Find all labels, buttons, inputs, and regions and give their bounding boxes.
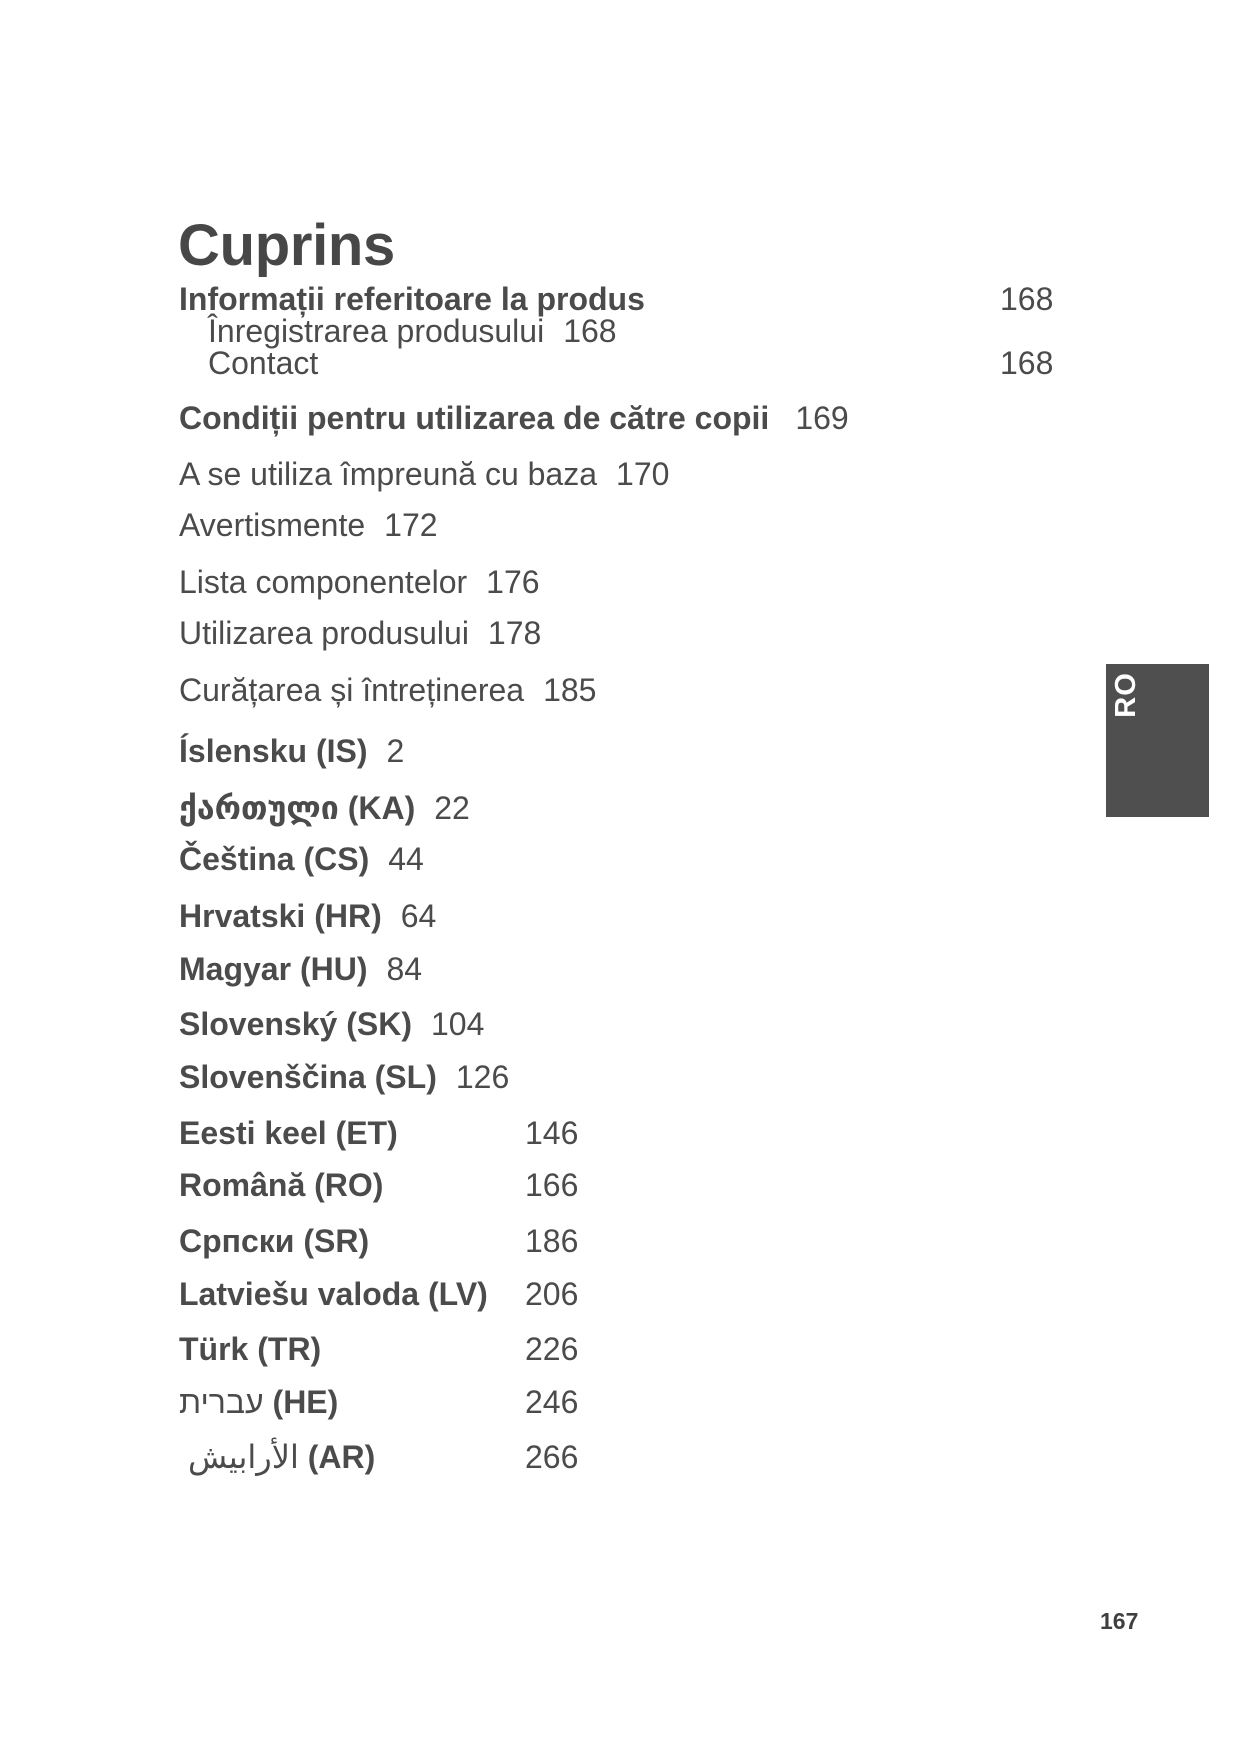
language-entry-ar (188, 1439, 375, 1475)
language-page: 2 (386, 733, 405, 769)
language-name: ქართული (179, 790, 339, 826)
language-name: Српски (179, 1223, 295, 1259)
language-entry-et (179, 1115, 398, 1151)
language-code: (AR) (307, 1439, 376, 1475)
language-code: (TR) (257, 1331, 322, 1367)
language-side-tab (1106, 664, 1209, 817)
toc-entry-label: Curățarea și întreținerea (179, 672, 525, 708)
language-page: 64 (400, 898, 437, 934)
toc-entry-label: Informații referitoare la produs (179, 281, 645, 317)
toc-entry-label: Condiții pentru utilizarea de către copii (179, 400, 770, 436)
language-code: (RO) (314, 1167, 384, 1203)
language-side-tab-label: RO (1110, 672, 1142, 718)
language-page: 186 (525, 1223, 579, 1259)
toc-entry-usage (179, 615, 541, 651)
language-entry-he (179, 1384, 338, 1420)
language-name: Latviešu valoda (179, 1276, 420, 1312)
language-name: Magyar (179, 951, 292, 987)
language-page: 266 (525, 1439, 579, 1475)
toc-entry-page: 172 (384, 507, 438, 543)
toc-entry-label: Contact (208, 345, 319, 381)
language-entry-is (179, 733, 404, 769)
language-name: Türk (179, 1331, 249, 1367)
language-code: (IS) (315, 733, 368, 769)
language-name: Čeština (179, 841, 295, 877)
language-name: Slovenščina (179, 1059, 366, 1095)
toc-entry-children (179, 400, 849, 436)
language-entry-hr (179, 898, 436, 934)
language-page: 104 (430, 1006, 485, 1042)
language-code: (CS) (303, 841, 370, 877)
language-code: (HU) (299, 951, 368, 987)
toc-entry-contact (208, 345, 318, 381)
toc-entry-cleaning (179, 672, 596, 708)
language-code: (HR) (314, 898, 382, 934)
toc-entry-page: 176 (486, 564, 540, 600)
toc-entry-label: A se utiliza împreună cu baza (179, 456, 598, 492)
language-page: 206 (525, 1276, 579, 1312)
toc-entry-warnings (179, 507, 438, 543)
language-entry-ka (179, 790, 470, 826)
language-page: 22 (434, 790, 470, 826)
language-page: 246 (525, 1384, 579, 1420)
language-name: Íslensku (179, 733, 308, 769)
language-entry-sl (179, 1059, 509, 1095)
toc-entry-registration (208, 313, 617, 349)
language-code: (LV) (427, 1276, 488, 1312)
language-entry-ro (179, 1167, 383, 1203)
toc-entry-components (179, 564, 540, 600)
toc-entry-label: Înregistrarea produsului (208, 313, 545, 349)
page-title: Cuprins (178, 213, 396, 278)
language-page: 84 (386, 951, 423, 987)
language-page: 126 (455, 1059, 510, 1095)
toc-entry-label: Utilizarea produsului (179, 615, 469, 651)
toc-entry-page: 178 (487, 615, 542, 651)
toc-entry-base (179, 456, 669, 492)
language-page: 44 (388, 841, 424, 877)
language-entry-sk (179, 1006, 484, 1042)
language-page: 226 (525, 1331, 579, 1367)
language-name: עברית (179, 1384, 264, 1420)
toc-entry-product-info (179, 281, 645, 317)
language-page: 166 (525, 1167, 579, 1203)
language-page: 146 (525, 1115, 579, 1151)
language-entry-sr (179, 1223, 369, 1259)
toc-entry-page: 169 (795, 400, 849, 436)
toc-entry-page: 168 (1000, 281, 1054, 317)
language-name: Română (179, 1167, 306, 1203)
toc-entry-page: 170 (616, 456, 670, 492)
language-code: (HE) (272, 1384, 339, 1420)
toc-entry-page: 168 (563, 313, 617, 349)
language-name: الأرابيش (188, 1439, 299, 1475)
language-name: Eesti keel (179, 1115, 327, 1151)
language-code: (SL) (374, 1059, 437, 1095)
language-name: Hrvatski (179, 898, 306, 934)
language-code: (SK) (346, 1006, 412, 1042)
language-entry-tr (179, 1331, 321, 1367)
language-entry-hu (179, 951, 422, 987)
language-code: (ET) (335, 1115, 398, 1151)
language-entry-cs (179, 841, 424, 877)
toc-entry-page: 185 (543, 672, 597, 708)
toc-entry-label: Avertismente (179, 507, 366, 543)
language-code: (KA) (347, 790, 416, 826)
language-entry-lv (179, 1276, 488, 1312)
page-number: 167 (1100, 1608, 1139, 1634)
language-name: Slovenský (179, 1006, 338, 1042)
toc-entry-label: Lista componentelor (179, 564, 468, 600)
language-code: (SR) (303, 1223, 370, 1259)
toc-entry-page: 168 (1000, 345, 1054, 381)
